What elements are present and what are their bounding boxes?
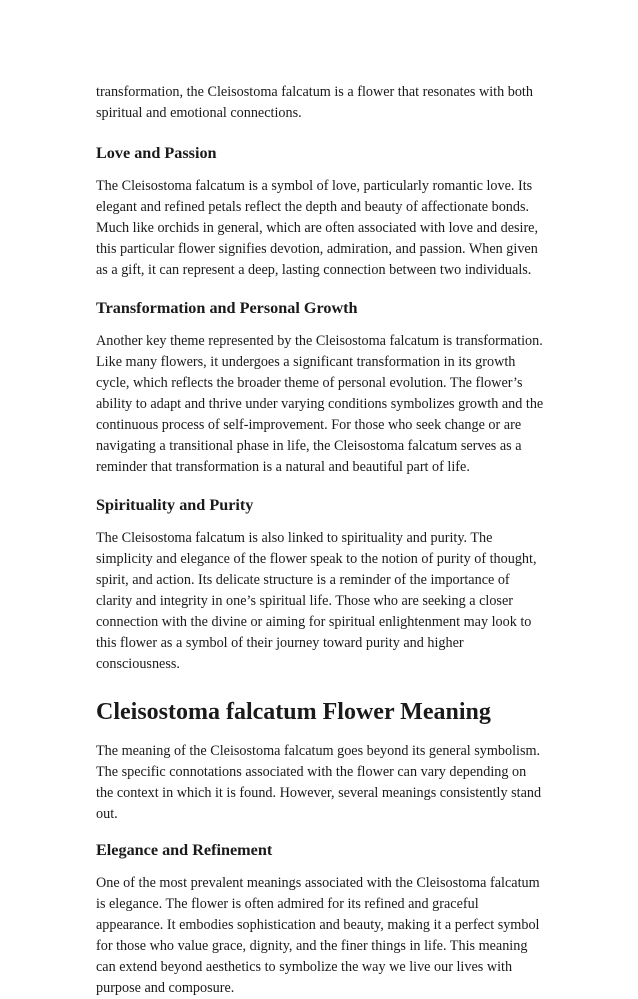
section-body-spirituality: The Cleisostoma falcatum is also linked to spirituality and purity. The simplicity and elegance of the flower speak to the notion of purity of thought, spirit, and action. Its delicate structure is a reminder of the importance of clarity and integrity in one’s spiritual life. Those who are seeking a closer connection with the divine or aiming for spiritual enlightenment may look to this flower as a symbol of their journey toward purity and higher consciousness. <box>96 530 537 672</box>
intro-paragraph: transformation, the Cleisostoma falcatum is a flower that resonates with both spiritual and emotional connections. <box>96 84 533 121</box>
section-body-transformation: Another key theme represented by the Cleisostoma falcatum is transformation. Like many flowers, it undergoes a significant transformation in its growth cycle, which reflects the broader theme of personal evolution. The flower’s ability to adapt and thrive under varying conditions symbolizes growth and the continuous process of self-improvement. For those who seek change or are navigating a transitional phase in life, the Cleisostoma falcatum serves as a reminder that transformation is a natural and beautiful part of life. <box>96 333 544 475</box>
section-heading-transformation: Transformation and Personal Growth <box>96 299 358 317</box>
section-body-flower-meaning: The meaning of the Cleisostoma falcatum goes beyond its general symbolism. The specific connotations associated with the flower can vary depending on the context in which it is found. However, several meanings consistently stand out. <box>96 743 542 822</box>
section-title-flower-meaning: Cleisostoma falcatum Flower Meaning <box>96 699 491 725</box>
section-heading-spirituality: Spirituality and Purity <box>96 496 254 514</box>
section-body-love: The Cleisostoma falcatum is a symbol of love, particularly romantic love. Its elegant and refined petals reflect the depth and beauty of affectionate bonds. Much like orchids in general, which are often associated with love and desire, this particular flower signifies devotion, admiration, and passion. When given as a gift, it can represent a deep, lasting connection between two individuals. <box>96 178 539 278</box>
section-heading-elegance: Elegance and Refinement <box>96 841 273 859</box>
section-body-elegance: One of the most prevalent meanings associated with the Cleisostoma falcatum is elegance. The flower is often admired for its refined and graceful appearance. It embodies sophistication and beauty, making it a perfect symbol for those who value grace, dignity, and the finer things in life. This meaning can extend beyond aesthetics to symbolize the way we live our lives with purpose and composure. <box>96 875 540 996</box>
document-page <box>96 82 546 999</box>
section-heading-love: Love and Passion <box>96 144 217 162</box>
